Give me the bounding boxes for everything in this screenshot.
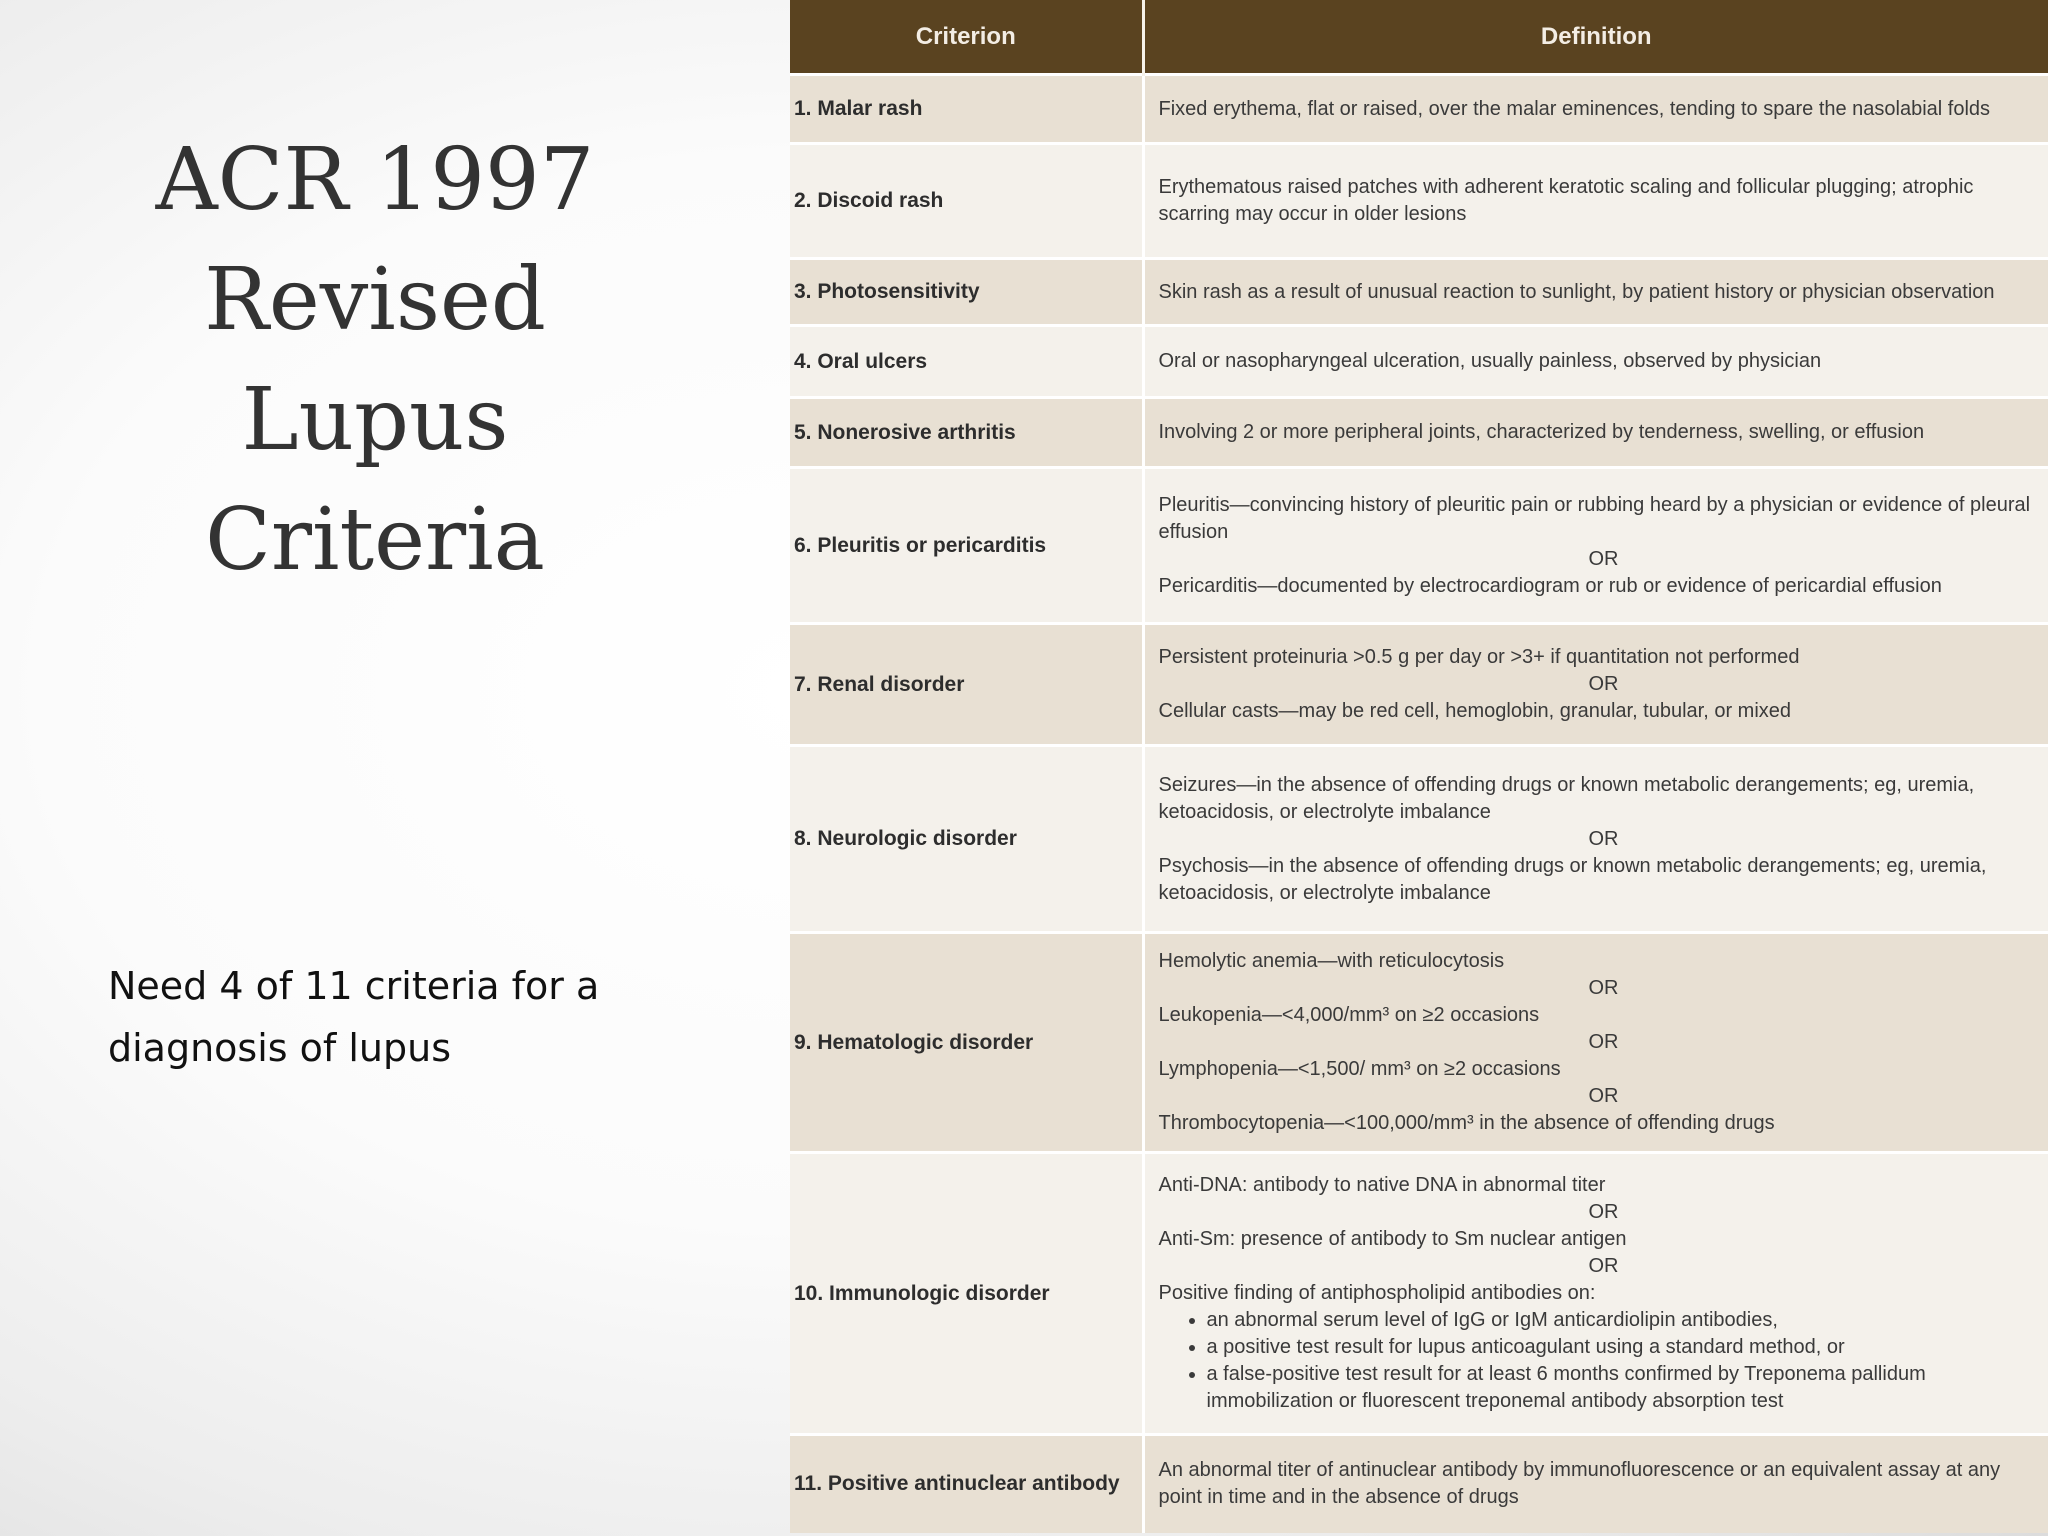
criterion-cell: 5. Nonerosive arthritis bbox=[790, 398, 1143, 468]
table-row bbox=[790, 75, 2048, 144]
table-row bbox=[790, 144, 2048, 259]
criterion-cell: 9. Hematologic disorder bbox=[790, 933, 1143, 1153]
or-separator: OR bbox=[1588, 1201, 1619, 1223]
table-row bbox=[790, 624, 2048, 746]
definition-line: Lymphopenia—<1,500/ mm³ on ≥2 occasions bbox=[1158, 1058, 1561, 1080]
table-header-row bbox=[790, 0, 2048, 75]
criterion-header: Criterion bbox=[790, 0, 1143, 75]
definition-line: Anti-Sm: presence of antibody to Sm nuclear antigen bbox=[1158, 1228, 1627, 1250]
definition-cell bbox=[1143, 624, 2048, 746]
criterion-cell: 7. Renal disorder bbox=[790, 624, 1143, 746]
definition-line: Pericarditis—documented by electrocardiogram or rub or evidence of pericardial effusion bbox=[1158, 574, 1942, 597]
definition-line: Oral or nasopharyngeal ulceration, usually painless, observed by physician bbox=[1158, 350, 1822, 372]
definition-cell bbox=[1143, 1435, 2048, 1533]
or-separator: OR bbox=[1588, 673, 1619, 695]
definition-line: Positive finding of antiphospholipid antibodies on: bbox=[1158, 1282, 1596, 1304]
bullet-item: • a false-positive test result for at least 6 months confirmed by Treponema pallidum immobilization or fluorescent treponemal antibody absorption test bbox=[1207, 1361, 2037, 1415]
table-row bbox=[790, 468, 2048, 624]
criterion-cell: 6. Pleuritis or pericarditis bbox=[790, 468, 1143, 624]
definition-line: Persistent proteinuria >0.5 g per day or >3+ if quantitation not performed bbox=[1158, 646, 1800, 668]
criterion-cell: 4. Oral ulcers bbox=[790, 326, 1143, 398]
table-row bbox=[790, 1153, 2048, 1435]
criteria-note: Need 4 of 11 criteria for a diagnosis of lupus bbox=[108, 964, 600, 1070]
definition-line: Leukopenia—<4,000/mm³ on ≥2 occasions bbox=[1158, 1004, 1540, 1026]
definition-line: Psychosis—in the absence of offending drugs or known metabolic derangements; eg, uremia, ketoacidosis, or electrolyte imbalance bbox=[1158, 854, 1987, 904]
definition-cell bbox=[1143, 326, 2048, 398]
table-row bbox=[790, 933, 2048, 1153]
definition-cell bbox=[1143, 75, 2048, 144]
definition-line: Involving 2 or more peripheral joints, characterized by tenderness, swelling, or effusion bbox=[1158, 421, 1925, 443]
slide-title bbox=[60, 120, 690, 600]
table-row bbox=[790, 398, 2048, 468]
definition-cell bbox=[1143, 746, 2048, 933]
criterion-cell: 3. Photosensitivity bbox=[790, 259, 1143, 326]
or-separator: OR bbox=[1588, 1031, 1619, 1053]
or-separator: OR bbox=[1588, 827, 1619, 850]
title-line: Revised bbox=[204, 250, 546, 350]
bullet-item: • a positive test result for lupus anticoagulant using a standard method, or bbox=[1207, 1334, 2037, 1361]
definition-line: Hemolytic anemia—with reticulocytosis bbox=[1158, 950, 1505, 972]
title-line: Lupus bbox=[241, 370, 509, 470]
definition-cell bbox=[1143, 933, 2048, 1153]
definition-cell bbox=[1143, 144, 2048, 259]
definition-header: Definition bbox=[1143, 0, 2048, 75]
or-separator: OR bbox=[1588, 547, 1619, 570]
criterion-cell: 1. Malar rash bbox=[790, 75, 1143, 144]
criterion-cell: 2. Discoid rash bbox=[790, 144, 1143, 259]
or-separator: OR bbox=[1588, 1255, 1619, 1277]
title-line: Criteria bbox=[205, 490, 545, 590]
table-row bbox=[790, 746, 2048, 933]
definition-line: Seizures—in the absence of offending drugs or known metabolic derangements; eg, uremia, ketoacidosis, or electrolyte imbalance bbox=[1158, 773, 1975, 823]
criteria-body bbox=[790, 75, 2048, 1533]
definition-line: An abnormal titer of antinuclear antibody by immunofluorescence or an equivalent assay at any point in time and in the absence of drugs bbox=[1158, 1459, 2001, 1509]
definition-line: Thrombocytopenia—<100,000/mm³ in the absence of offending drugs bbox=[1158, 1112, 1775, 1134]
or-separator: OR bbox=[1588, 977, 1619, 999]
definition-cell bbox=[1143, 1153, 2048, 1435]
criteria-table bbox=[790, 0, 2048, 1533]
table-row bbox=[790, 259, 2048, 326]
table-row bbox=[790, 326, 2048, 398]
definition-cell bbox=[1143, 398, 2048, 468]
criterion-cell: 10. Immunologic disorder bbox=[790, 1153, 1143, 1435]
definition-line: Pleuritis—convincing history of pleuritic pain or rubbing heard by a physician or evidence of pleural effusion bbox=[1158, 493, 2031, 543]
bullet-list bbox=[1159, 1307, 2037, 1415]
definition-line: Fixed erythema, flat or raised, over the malar eminences, tending to spare the nasolabial folds bbox=[1158, 97, 1991, 120]
title-line: ACR 1997 bbox=[155, 130, 595, 230]
table-row bbox=[790, 1435, 2048, 1533]
definition-cell bbox=[1143, 468, 2048, 624]
definition-line: Erythematous raised patches with adherent keratotic scaling and follicular plugging; atrophic scarring may occur in older lesions bbox=[1158, 176, 1974, 225]
criterion-cell: 8. Neurologic disorder bbox=[790, 746, 1143, 933]
definition-line: Cellular casts—may be red cell, hemoglobin, granular, tubular, or mixed bbox=[1158, 700, 1792, 722]
definition-cell bbox=[1143, 259, 2048, 326]
or-separator: OR bbox=[1588, 1085, 1619, 1107]
bullet-item: • an abnormal serum level of IgG or IgM anticardiolipin antibodies, bbox=[1207, 1307, 2037, 1334]
criterion-cell: 11. Positive antinuclear antibody bbox=[790, 1435, 1143, 1533]
definition-line: Skin rash as a result of unusual reaction to sunlight, by patient history or physician observation bbox=[1158, 280, 1995, 303]
definition-line: Anti-DNA: antibody to native DNA in abnormal titer bbox=[1158, 1174, 1606, 1196]
